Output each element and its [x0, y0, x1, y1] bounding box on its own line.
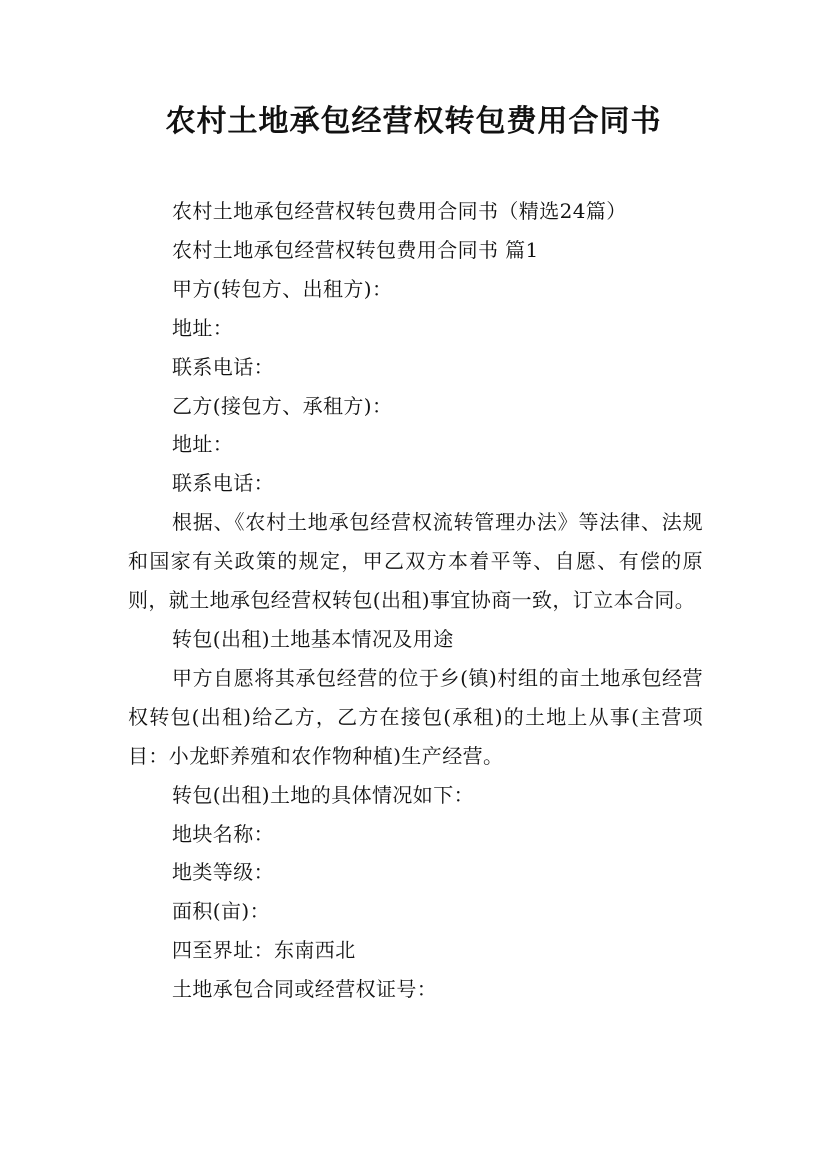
document-title: 农村土地承包经营权转包费用合同书 [165, 104, 662, 139]
paragraph-party-a-phone: 联系电话： [172, 354, 274, 379]
paragraph-party-b-address: 地址： [172, 432, 234, 457]
paragraph-contract-number: 土地承包合同或经营权证号： [172, 977, 438, 1002]
paragraph-boundaries: 四至界址：东南西北 [172, 938, 356, 963]
document-body [128, 192, 703, 1009]
paragraph-area: 面积(亩)： [172, 899, 271, 924]
paragraph-party-b-phone: 联系电话： [172, 471, 274, 496]
paragraph-section-heading: 农村土地承包经营权转包费用合同书 篇1 [172, 237, 539, 262]
paragraph-land-transfer: 甲方自愿将其承包经营的位于乡(镇)村组的亩土地承包经营权转包(出租)给乙方，乙方在接包(承租)的土地上从事(主营项目：小龙虾养殖和农作物种植)生产经营。 [128, 665, 703, 768]
paragraph-plot-name: 地块名称： [172, 821, 274, 846]
paragraph-land-details-intro: 转包(出租)土地的具体情况如下： [172, 782, 475, 807]
paragraph-legal-basis: 根据、《农村土地承包经营权流转管理办法》等法律、法规和国家有关政策的规定，甲乙双方本着平等、自愿、有偿的原则，就土地承包经营权转包(出租)事宜协商一致，订立本合同。 [128, 510, 703, 613]
paragraph-land-grade: 地类等级： [172, 860, 274, 885]
paragraph-party-a-address: 地址： [172, 315, 234, 340]
paragraph-party-a: 甲方(转包方、出租方)： [172, 276, 393, 301]
paragraph-subtitle: 农村土地承包经营权转包费用合同书（精选24篇） [172, 199, 627, 223]
paragraph-party-b: 乙方(接包方、承租方)： [172, 393, 393, 418]
paragraph-land-overview-heading: 转包(出租)土地基本情况及用途 [172, 626, 454, 651]
